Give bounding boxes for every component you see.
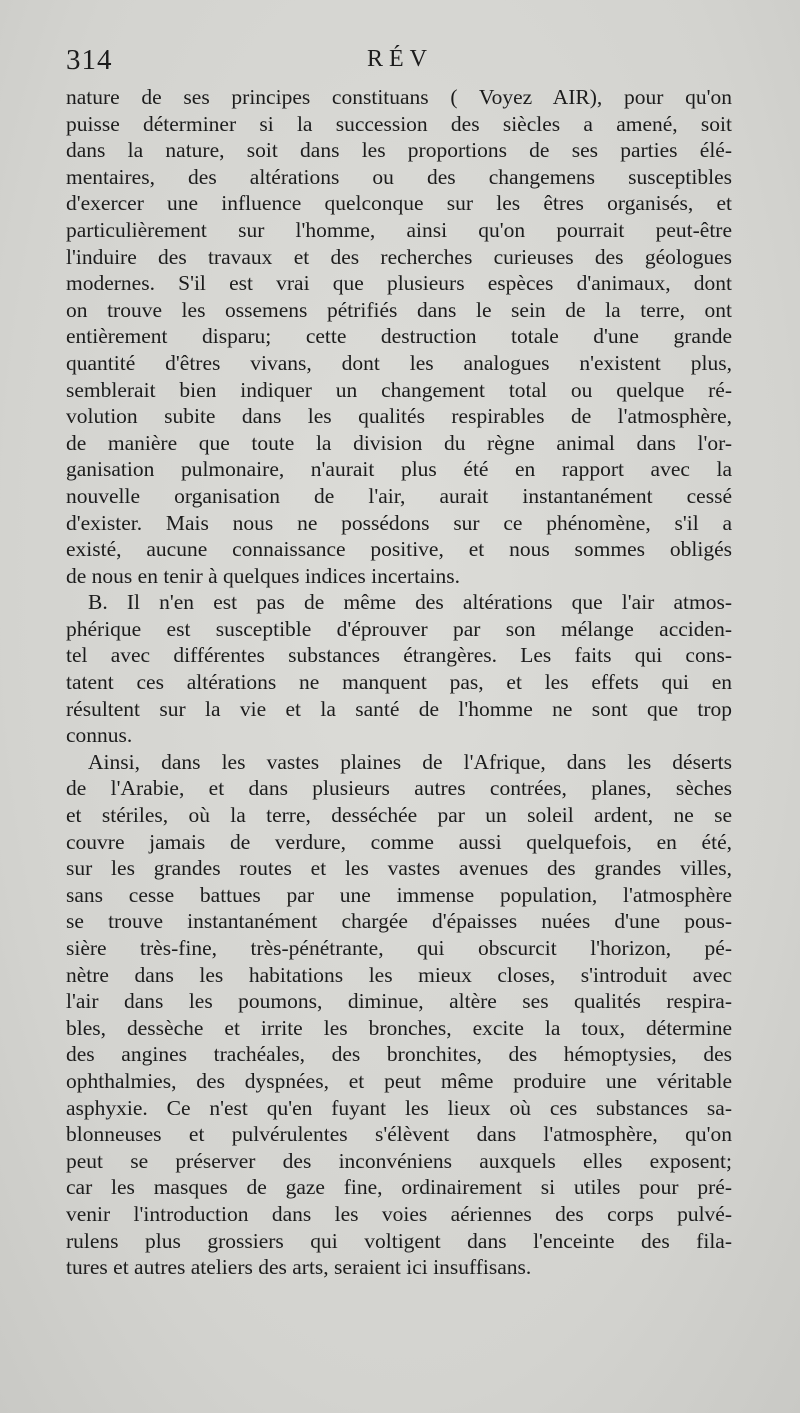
text-line: de manière que toute la division du règne animal dans l'or- bbox=[66, 430, 732, 455]
text-line: l'induire des travaux et des recherches curieuses des géologues bbox=[66, 244, 732, 269]
running-head: RÉV bbox=[367, 46, 433, 72]
text-line: sière très-fine, très-pénétrante, qui obscurcit l'horizon, pé- bbox=[66, 936, 732, 960]
text-line: l'air dans les poumons, diminue, altère ses qualités respira- bbox=[66, 989, 732, 1014]
text-line: et stériles, où la terre, desséchée par un soleil ardent, ne se bbox=[66, 803, 732, 828]
text-line: semblerait bien indiquer un changement total ou quelque ré- bbox=[66, 377, 732, 402]
text-line: on trouve les ossemens pétrifiés dans le sein de la terre, ont bbox=[66, 297, 732, 322]
text-line: ganisation pulmonaire, n'aurait plus été en rapport avec la bbox=[66, 457, 732, 482]
text-line: modernes. S'il est vrai que plusieurs espèces d'animaux, dont bbox=[66, 271, 732, 296]
text-line: d'exercer une influence quelconque sur les êtres organisés, et bbox=[66, 191, 732, 216]
text-line: quantité d'êtres vivans, dont les analogues n'existent plus, bbox=[66, 350, 732, 375]
text-line: nature de ses principes constituans ( Voyez AIR), pour qu'on bbox=[66, 85, 732, 109]
page-header bbox=[66, 44, 734, 78]
text-line: volution subite dans les qualités respirables de l'atmosphère, bbox=[66, 404, 732, 429]
text-line: sur les grandes routes et les vastes avenues des grandes villes, bbox=[66, 856, 732, 881]
text-line: des angines trachéales, des bronchites, des hémoptysies, des bbox=[66, 1042, 732, 1067]
paragraph-end-line: tures et autres ateliers des arts, seraient ici insuffisans. bbox=[66, 1255, 532, 1280]
text-line: tatent ces altérations ne manquent pas, et les effets qui en bbox=[66, 670, 732, 695]
text-line: dans la nature, soit dans les proportions de ses parties élé- bbox=[66, 138, 732, 163]
text-line: se trouve instantanément chargée d'épaisses nuées d'une pous- bbox=[66, 909, 732, 934]
paragraph-end-line: connus. bbox=[66, 723, 133, 748]
text-line: de l'Arabie, et dans plusieurs autres contrées, planes, sèches bbox=[66, 776, 732, 801]
page-number: 314 bbox=[66, 44, 113, 76]
text-line: blonneuses et pulvérulentes s'élèvent dans l'atmosphère, qu'on bbox=[66, 1122, 732, 1147]
text-line: tel avec différentes substances étrangères. Les faits qui cons- bbox=[66, 643, 732, 668]
text-line: peut se préserver des inconvéniens auxquels elles exposent; bbox=[66, 1148, 732, 1173]
text-line: particulièrement sur l'homme, ainsi qu'on pourrait peut-être bbox=[66, 217, 732, 242]
text-line: puisse déterminer si la succession des siècles a amené, soit bbox=[66, 111, 732, 136]
text-line: phérique est susceptible d'éprouver par son mélange acciden- bbox=[66, 616, 732, 641]
text-line: rulens plus grossiers qui voltigent dans l'enceinte des fila- bbox=[66, 1228, 732, 1253]
text-line: ophthalmies, des dyspnées, et peut même produire une véritable bbox=[66, 1068, 732, 1093]
paragraph-end-line: de nous en tenir à quelques indices incertains. bbox=[66, 563, 461, 588]
body-text bbox=[66, 84, 732, 1281]
text-line: d'exister. Mais nous ne possédons sur ce phénomène, s'il a bbox=[66, 510, 732, 535]
text-line: couvre jamais de verdure, comme aussi quelquefois, en été, bbox=[66, 829, 732, 854]
text-line: car les masques de gaze fine, ordinairement si utiles pour pré- bbox=[66, 1175, 732, 1200]
text-line: bles, dessèche et irrite les bronches, excite la toux, détermine bbox=[66, 1015, 732, 1040]
text-line: résultent sur la vie et la santé de l'homme ne sont que trop bbox=[66, 696, 732, 721]
text-line: nouvelle organisation de l'air, aurait instantanément cessé bbox=[66, 483, 732, 508]
text-line: entièrement disparu; cette destruction totale d'une grande bbox=[66, 324, 732, 349]
text-line: existé, aucune connaissance positive, et nous sommes obligés bbox=[66, 537, 732, 562]
paragraph-start-line: Ainsi, dans les vastes plaines de l'Afrique, dans les déserts bbox=[88, 749, 732, 774]
text-line: sans cesse battues par une immense population, l'atmosphère bbox=[66, 882, 732, 907]
text-line: mentaires, des altérations ou des changemens susceptibles bbox=[66, 164, 732, 189]
text-line: nètre dans les habitations les mieux closes, s'introduit avec bbox=[66, 962, 732, 987]
text-line: venir l'introduction dans les voies aériennes des corps pulvé- bbox=[66, 1201, 732, 1226]
paragraph-start-line: B. Il n'en est pas de même des altérations que l'air atmos- bbox=[88, 590, 732, 615]
text-line: asphyxie. Ce n'est qu'en fuyant les lieux où ces substances sa- bbox=[66, 1095, 732, 1120]
